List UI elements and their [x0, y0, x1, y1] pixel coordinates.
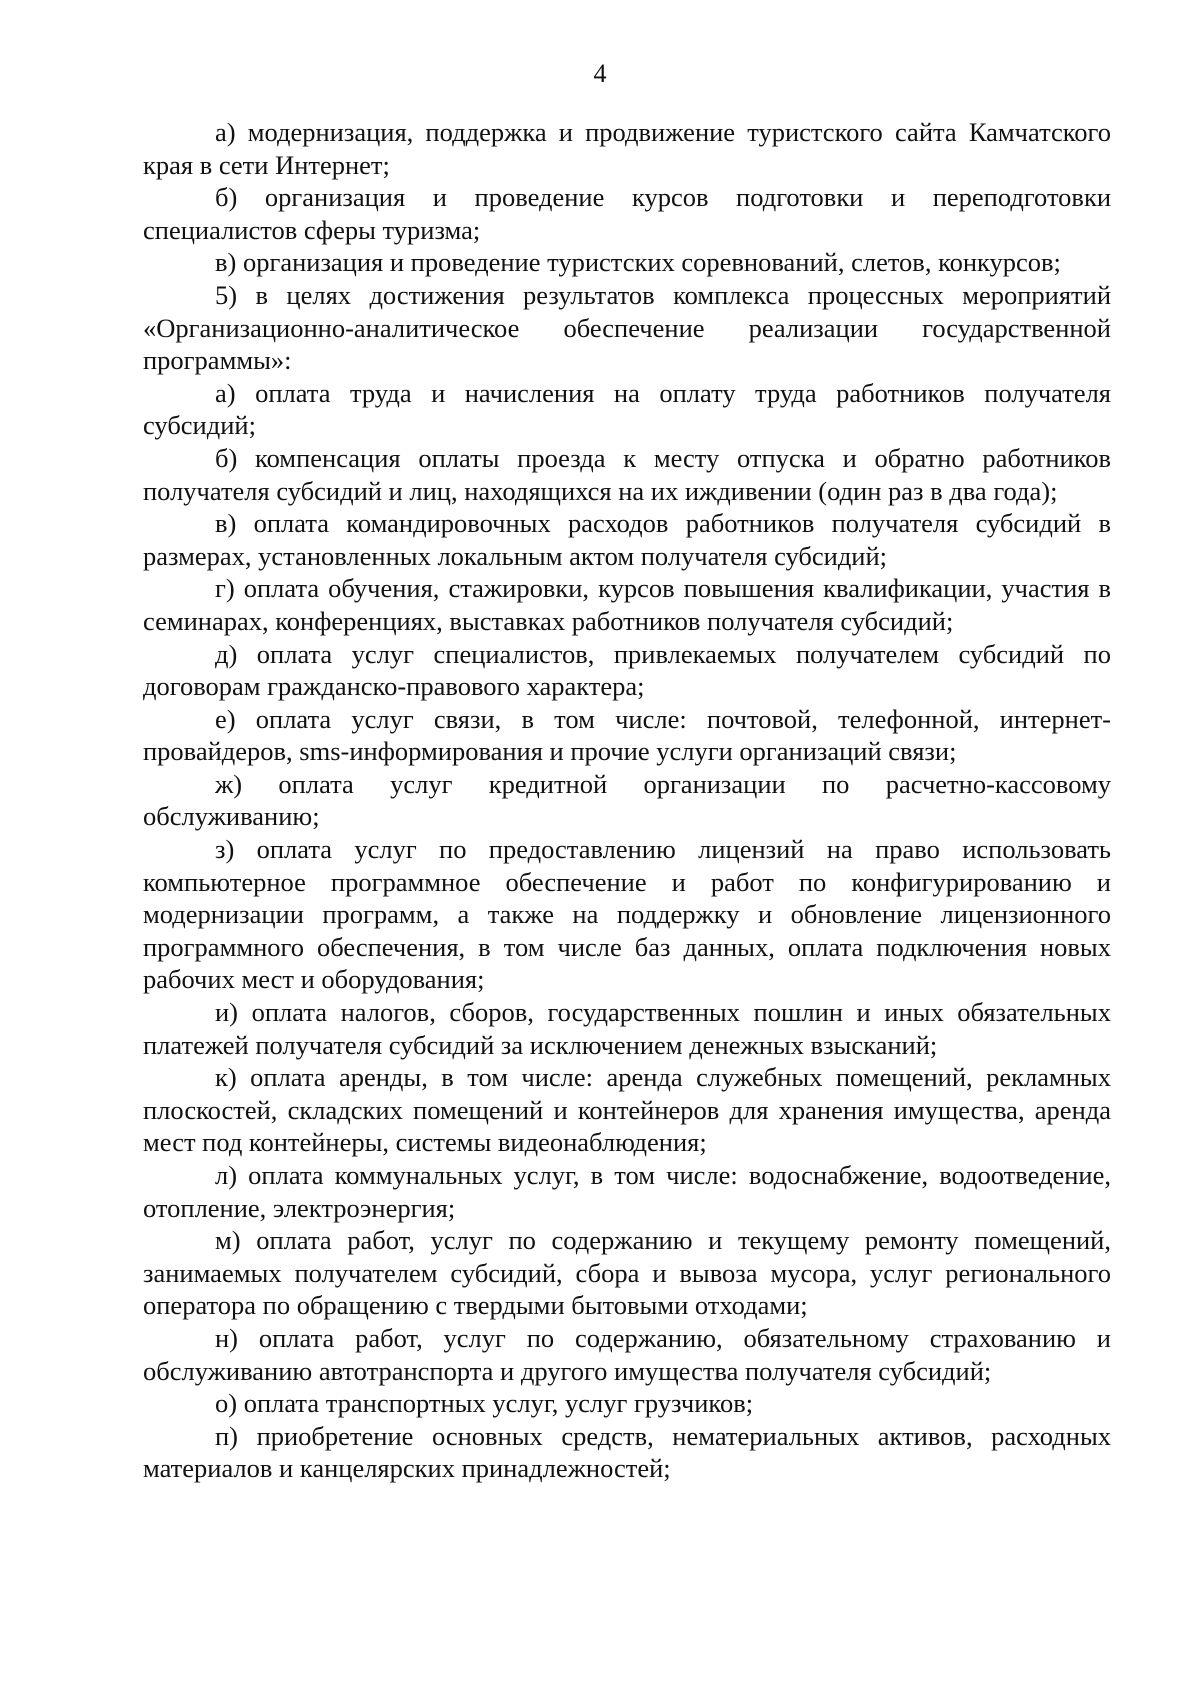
paragraph-5i-taxes: и) оплата налогов, сборов, государственных пошлин и иных обязательных платежей получателя субсидий за исключением денежных взысканий; — [143, 997, 1111, 1060]
paragraph-4v-competitions: в) организация и проведение туристских соревнований, слетов, конкурсов; — [215, 247, 1061, 278]
paragraph-5b-travel-compensation: б) компенсация оплаты проезда к месту отпуска и обратно работников получателя субсидий и лиц, находящихся на их иждивении (один раз в два года); — [143, 442, 1111, 506]
page-number: 4 — [593, 59, 607, 88]
paragraph-5e-communication: е) оплата услуг связи, в том числе: почтовой, телефонной, интернет-провайдеров, sms-информирования и прочие услуги организаций связи; — [143, 703, 1111, 767]
paragraph-5a-payroll: а) оплата труда и начисления на оплату труда работников получателя субсидий; — [143, 377, 1111, 441]
paragraph-5v-business-trips: в) оплата командировочных расходов работников получателя субсидий в размерах, установленных локальным актом получателя субсидий; — [143, 508, 1111, 571]
paragraph-5l-utilities: л) оплата коммунальных услуг, в том числе: водоснабжение, водоотведение, отопление, электроэнергия; — [143, 1160, 1111, 1223]
paragraph-5zh-banking: ж) оплата услуг кредитной организации по расчетно-кассовому обслуживанию; — [143, 768, 1111, 832]
document-body — [143, 116, 1111, 1485]
paragraph-4a-website: а) модернизация, поддержка и продвижение туристского сайта Камчатского края в сети Интернет; — [143, 117, 1111, 180]
paragraph-5o-transport: о) оплата транспортных услуг, услуг грузчиков; — [215, 1388, 754, 1419]
paragraph-5-intro: 5) в целях достижения результатов комплекса процессных мероприятий «Организационно-аналитическое обеспечение реализации государственной программы»: — [143, 279, 1111, 376]
paragraph-5n-vehicles: н) оплата работ, услуг по содержанию, обязательному страхованию и обслуживанию автотранспорта и другого имущества получателя субсидий; — [143, 1322, 1111, 1386]
paragraph-5m-maintenance: м) оплата работ, услуг по содержанию и текущему ремонту помещений, занимаемых получателем субсидий, сбора и вывоза мусора, услуг регионального оператора по обращению с твердыми бытовыми отходами; — [143, 1225, 1111, 1321]
paragraph-5z-software: з) оплата услуг по предоставлению лицензий на право использовать компьютерное программное обеспечение и работ по конфигурированию и модернизации программ, а также на поддержку и обновление лицензионного программного обеспечения, в том числе баз данных, оплата подключения новых рабочих мест и оборудования; — [143, 834, 1111, 995]
paragraph-4b-courses: б) организация и проведение курсов подготовки и переподготовки специалистов сферы туризма; — [143, 182, 1111, 245]
paragraph-5g-training: г) оплата обучения, стажировки, курсов повышения квалификации, участия в семинарах, конференциях, выставках работников получателя субсидий; — [143, 573, 1111, 636]
paragraph-5p-assets: п) приобретение основных средств, нематериальных активов, расходных материалов и канцелярских принадлежностей; — [143, 1420, 1111, 1484]
paragraph-5d-contractors: д) оплата услуг специалистов, привлекаемых получателем субсидий по договорам гражданско-правового характера; — [143, 638, 1111, 702]
paragraph-5k-rent: к) оплата аренды, в том числе: аренда служебных помещений, рекламных плоскостей, складских помещений и контейнеров для хранения имущества, аренда мест под контейнеры, системы видеонаблюдения; — [143, 1062, 1111, 1158]
